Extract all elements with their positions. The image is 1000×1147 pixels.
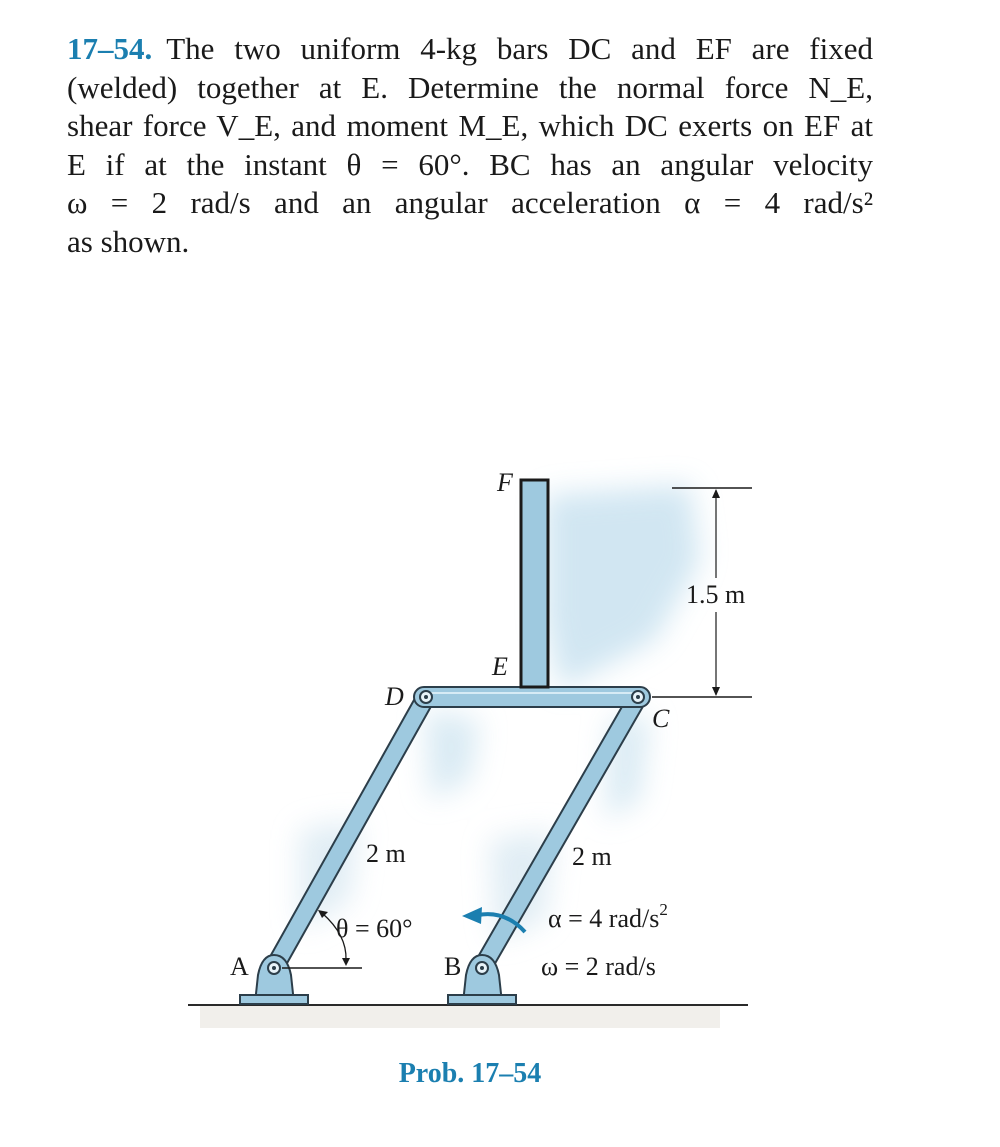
label-alpha-exponent: 2 <box>659 900 668 919</box>
problem-line-4: E if at the instant θ = 60°. BC has an angular velocity <box>67 146 873 182</box>
label-length-EF: 1.5 m <box>686 580 746 609</box>
label-B: B <box>444 952 462 981</box>
label-length-BC: 2 m <box>572 842 612 871</box>
label-omega: ω = 2 rad/s <box>541 952 656 981</box>
label-C: C <box>652 704 670 733</box>
caption <box>0 1058 1000 1090</box>
support-A <box>240 955 308 1004</box>
label-E: E <box>492 652 508 681</box>
label-length-AD: 2 m <box>366 839 406 868</box>
problem-number: 17–54. <box>67 31 153 66</box>
bar-DC <box>414 687 650 707</box>
label-D: D <box>385 682 404 711</box>
label-alpha-base: α = 4 rad/s <box>548 904 660 933</box>
label-theta: θ = 60° <box>336 914 413 943</box>
caption-text: Prob. 17–54 <box>398 1058 542 1089</box>
problem-line-3: shear force V_E, and moment M_E, which DC exerts on EF at <box>67 108 873 144</box>
problem-line-5: ω = 2 rad/s and an angular acceleration α = 4 rad/s² <box>67 185 873 221</box>
problem-line-6: as shown. <box>67 223 190 259</box>
bar-EF <box>521 480 548 687</box>
label-A: A <box>230 952 249 981</box>
label-alpha <box>548 900 668 933</box>
ground-hatch <box>200 1006 720 1028</box>
pin-D <box>420 691 432 703</box>
alpha-arrowhead <box>462 907 482 924</box>
label-F: F <box>497 468 513 497</box>
pin-C <box>632 691 644 703</box>
dim-arrow-bottom <box>712 687 720 696</box>
theta-arrow-bottom <box>342 958 350 966</box>
dim-arrow-top <box>712 489 720 498</box>
problem-line-2: (welded) together at E. Determine the normal force N_E, <box>67 69 873 105</box>
problem-line-1: The two uniform 4-kg bars DC and EF are fixed <box>166 31 873 66</box>
